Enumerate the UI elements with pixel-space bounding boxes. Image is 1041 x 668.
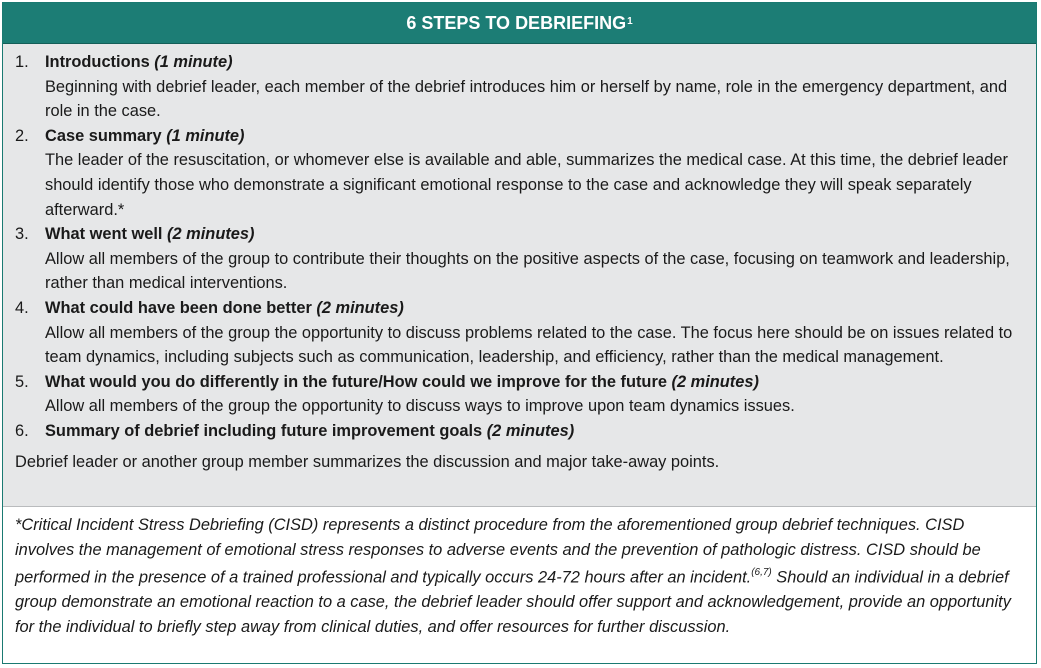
step-title: Summary of debrief including future improvement goals (2 minutes) bbox=[45, 421, 575, 440]
summary-text: Debrief leader or another group member summarizes the discussion and major take-away points. bbox=[15, 452, 720, 471]
step-description: Beginning with debrief leader, each member of the debrief introduces him or herself by name, role in the emergency department, and role in the case. bbox=[45, 77, 1008, 121]
footnote-reference: (6,7) bbox=[751, 567, 772, 579]
step-time: (1 minute) bbox=[166, 126, 245, 145]
title-reference: 1 bbox=[627, 15, 633, 27]
step-time: (2 minutes) bbox=[486, 421, 575, 440]
list-item bbox=[15, 296, 1026, 370]
step-number: 6. bbox=[15, 421, 29, 440]
step-time: (2 minutes) bbox=[671, 372, 759, 391]
step-number: 1. bbox=[15, 53, 29, 71]
step-title: What would you do differently in the future/How could we improve for the future (2 minutes) bbox=[45, 372, 759, 391]
step-number: 3. bbox=[15, 225, 29, 244]
step-number: 4. bbox=[15, 298, 29, 317]
list-item bbox=[15, 124, 1026, 222]
list-item bbox=[15, 50, 1026, 124]
step-description: Allow all members of the group the opportunity to discuss problems related to the case. The focus here should be on issues related to team dynamics, including subjects such as communication, leadership, and efficiency, rather than the medical management. bbox=[45, 323, 1013, 367]
cisd-footnote bbox=[3, 507, 1036, 639]
step-description: Allow all members of the group to contribute their thoughts on the positive aspects of the case, focusing on teamwork and leadership, rather than medical interventions. bbox=[45, 249, 1010, 293]
list-item bbox=[15, 222, 1026, 296]
panel-header bbox=[3, 3, 1036, 44]
step-number: 2. bbox=[15, 126, 29, 145]
step-description: The leader of the resuscitation, or whomever else is available and able, summarizes the medical case. At this time, the debrief leader should identify those who demonstrate a significant emotional response to the case and acknowledge they will speak separately afterward.* bbox=[45, 151, 1008, 219]
panel-title: 6 STEPS TO DEBRIEFING bbox=[406, 12, 627, 33]
footnote-text-continued: Should an individual in a debrief group demonstrate an emotional reaction to a case, the debrief leader should offer support and acknowledgement, provide an opportunity for the individual to briefly step away from clinical duties, and offer resources for further discussion. bbox=[15, 568, 1011, 636]
step-time: (2 minutes) bbox=[167, 225, 255, 244]
step-title: What went well (2 minutes) bbox=[45, 225, 255, 244]
step-time: (2 minutes) bbox=[316, 298, 404, 317]
step-time: (1 minute) bbox=[154, 53, 233, 71]
step-description: Allow all members of the group the opportunity to discuss ways to improve upon team dynamics issues. bbox=[45, 397, 795, 416]
step-title: What could have been done better (2 minutes) bbox=[45, 298, 404, 317]
step-title: Introductions (1 minute) bbox=[45, 53, 233, 71]
step-title: Case summary (1 minute) bbox=[45, 126, 245, 145]
list-item bbox=[15, 419, 1026, 444]
step-number: 5. bbox=[15, 372, 29, 391]
list-item bbox=[15, 370, 1026, 419]
debriefing-panel bbox=[2, 2, 1037, 664]
footnote-text: *Critical Incident Stress Debriefing (CISD) represents a distinct procedure from the aforementioned group debrief techniques. CISD involves the management of emotional stress responses to adverse events and the prevention of pathologic distress. CISD should be performed in the presence of a trained professional and typically occurs 24-72 hours after an incident. bbox=[15, 516, 981, 587]
steps-list bbox=[3, 44, 1036, 507]
